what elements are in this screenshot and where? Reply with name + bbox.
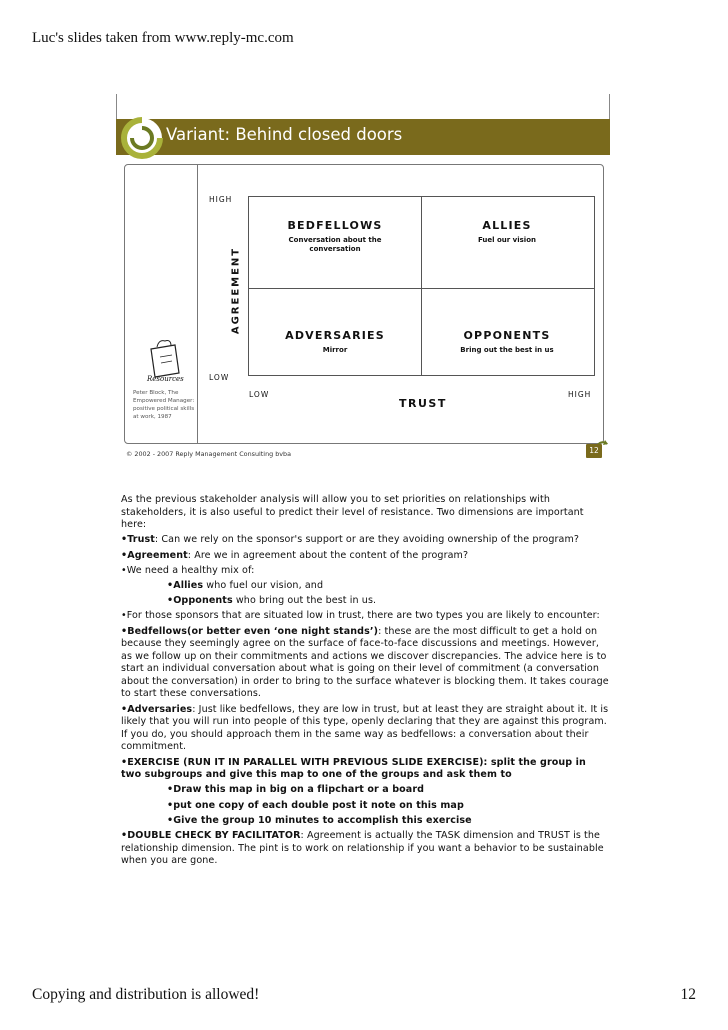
notes-exercise: •EXERCISE (RUN IT IN PARALLEL WITH PREVIOUS SLIDE EXERCISE): split the group in two subgroups and give this map to one of the groups and ask them to bbox=[121, 756, 586, 781]
notes-adversaries: •Adversaries: Just like bedfellows, they are low in trust, but at least they are straight about it. It is likely that you will run into people of this type, openly declaring that they are against this program. If you do, you should approach them in the same way as bedfellows: a conversation about their commitment. bbox=[121, 703, 609, 753]
speaker-notes bbox=[121, 494, 609, 870]
quadrant-title: ADVERSARIES bbox=[285, 329, 385, 342]
quadrant-title: OPPONENTS bbox=[463, 329, 551, 342]
footer-page-number: 12 bbox=[680, 986, 696, 1003]
notes-intro: As the previous stakeholder analysis will allow you to set priorities on relationships with stakeholders, it is also useful to predict their level of resistance. Two dimensions are important here: bbox=[121, 494, 584, 531]
slide-border-right bbox=[609, 94, 610, 119]
notes-agreement: •Agreement: Are we in agreement about the content of the program? bbox=[121, 549, 469, 561]
resources-label: Resources bbox=[147, 375, 184, 383]
notes-low-trust: •For those sponsors that are situated low in trust, there are two types you are likely to encounter: bbox=[121, 610, 600, 622]
slide-thumbnail bbox=[116, 94, 610, 466]
agreement-axis-label: AGREEMENT bbox=[230, 246, 242, 335]
notes-mix: •We need a healthy mix of: bbox=[121, 564, 255, 576]
swirl-logo-icon bbox=[118, 114, 166, 162]
trust-axis-label: TRUST bbox=[399, 397, 447, 410]
notes-step-2: •put one copy of each double post it note on this map bbox=[167, 799, 464, 811]
notes-trust: •Trust: Can we rely on the sponsor's support or are they avoiding ownership of the program? bbox=[121, 534, 580, 546]
quadrant-title: BEDFELLOWS bbox=[287, 219, 383, 232]
agreement-low-label: LOW bbox=[209, 373, 230, 382]
quadrant-opponents bbox=[421, 329, 593, 355]
notes-step-3: •Give the group 10 minutes to accomplish this exercise bbox=[167, 814, 472, 826]
notes-allies: •Allies who fuel our vision, and bbox=[167, 579, 324, 591]
slide-page-number: 12 bbox=[586, 444, 602, 458]
notes-bedfellows: •Bedfellows(or better even ‘one night stands’): these are the most difficult to get a hold on because they seemingly agree on the surface of face-to-face discussions and meetings. However, as we follow up on their commitments and actions we discover discrepancies. The advice here is to start an individual conversation about what is going on their level of commitment (a conversation about the conversation) in order to bring to the surface whatever is blocking them. It takes courage to start these conversations. bbox=[121, 625, 609, 700]
quadrant-title: ALLIES bbox=[482, 219, 532, 232]
quadrant-adversaries bbox=[249, 329, 421, 355]
trust-low-label: LOW bbox=[249, 390, 270, 399]
quadrant-bedfellows bbox=[249, 219, 421, 254]
slide-panel bbox=[124, 164, 604, 444]
quadrant-grid bbox=[248, 196, 595, 376]
slide-border-left bbox=[116, 94, 117, 119]
quadrant-subtitle: Bring out the best in us bbox=[460, 346, 554, 354]
notes-step-1: •Draw this map in big on a flipchart or a board bbox=[167, 784, 425, 796]
quadrant-subtitle: Mirror bbox=[322, 346, 348, 354]
grid-horizontal-divider bbox=[249, 288, 594, 289]
page-header: Luc's slides taken from www.reply-mc.com bbox=[32, 30, 294, 46]
quadrant-allies bbox=[421, 219, 593, 245]
notes-double-check: •DOUBLE CHECK BY FACILITATOR: Agreement is actually the TASK dimension and TRUST is the relationship dimension. The pint is to work on relationship if you want a behavior to be sustainable when you are gone. bbox=[121, 829, 604, 867]
trust-high-label: HIGH bbox=[568, 390, 592, 399]
quadrant-subtitle: Fuel our vision bbox=[477, 236, 536, 244]
agreement-high-label: HIGH bbox=[209, 195, 233, 204]
resources-description: Peter Block, The Empowered Manager: positive political skills at work, 1987 bbox=[133, 390, 195, 420]
footer-copying-note: Copying and distribution is allowed! bbox=[32, 986, 260, 1003]
notes-opponents: •Opponents who bring out the best in us. bbox=[167, 595, 377, 607]
slide-title-band bbox=[116, 119, 610, 155]
slide-title: Variant: Behind closed doors bbox=[166, 125, 403, 144]
quadrant-subtitle: Conversation about the conversation bbox=[288, 236, 382, 253]
slide-copyright: © 2002 - 2007 Reply Management Consulting bvba bbox=[126, 450, 292, 458]
